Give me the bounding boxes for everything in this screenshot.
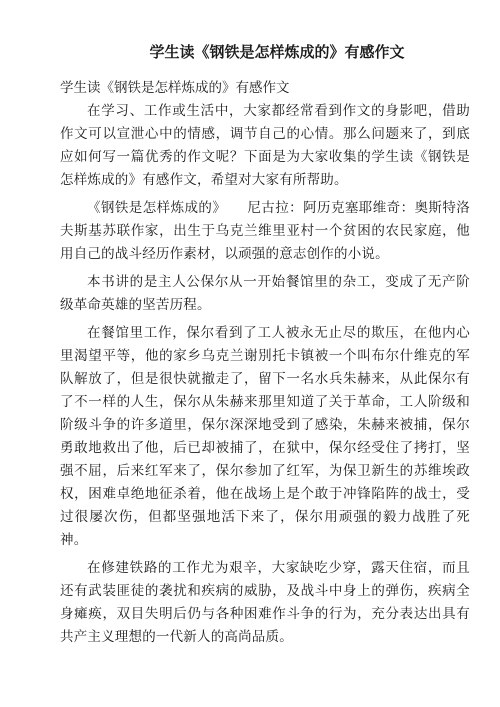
document-subtitle: 学生读《钢铁是怎样炼成的》有感作文 <box>60 80 290 96</box>
paragraph-summary: 本书讲的是主人公保尔从一开始餐馆里的杂工，变成了无产阶级革命英雄的坚苦历程。 <box>60 274 470 313</box>
paragraph-intro: 在学习、工作或生活中，大家都经常看到作文的身影吧，借助作文可以宣泄心中的情感，调节自己的心情。那么问题来了，到底应如何写一篇优秀的作文呢？下面是为大家收集的学生读《钢铁是怎样炼成的》有感作文，希望对大家有所帮助。 <box>60 103 470 188</box>
paragraph-restaurant: 在餐馆里工作，保尔看到了工人被永无止尽的欺压，在他内心里渴望平等，他的家乡乌克兰谢別托卡镇被一个叫布尔什维克的军队解放了，但是很快就撤走了，留下一名水兵朱赫来，从此保尔有了不一样的人生，保尔从朱赫来那里知道了关于革命，工人阶级和阶级斗争的许多道里，保尔深深地受到了感染，朱赫来被捕，保尔勇敢地救出了他，后已却被捕了，在狱中，保尔经受住了拷打，坚强不屈，后来红军来了，保尔参加了红军，为保卫新生的苏维埃政权，困难卓绝地征杀着，他在战场上是个敢于冲锋陷阵的战士，受过很屡次伤，但都坚强地活下来了，保尔用顽强的毅力战胜了死神。 <box>60 325 470 548</box>
document-title: 学生读《钢铁是怎样炼成的》有感作文 <box>149 43 405 61</box>
paragraph-railway: 在修建铁路的工作尤为艰辛，大家缺吃少穿，露天住宿，而且还有武装匪徒的袭扰和疾病的威胁，及战斗中身上的弹伤，疾病全身瘫痪，双目失明后仍与各种困难作斗争的行为，充分表达出具有共产主义理想的一代新人的高尚品质。 <box>60 560 470 645</box>
paragraph-author: 《钢铁是怎样炼成的》 尼古拉：阿历克塞耶维奇：奥斯特洛夫斯基苏联作家，出生于乌克兰维里亚村一个贫困的农民家庭，他用自己的战斗经历作素材，以顽强的意志创作的小说。 <box>60 200 470 262</box>
